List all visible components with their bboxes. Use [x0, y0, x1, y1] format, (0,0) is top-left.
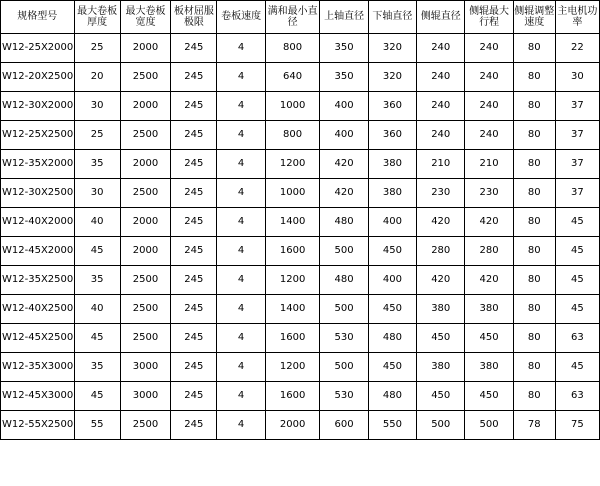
cell-side-roll-diameter: 380 [417, 353, 465, 382]
cell-lower-roll-diameter: 380 [368, 150, 416, 179]
cell-model: W12-40X2000 [1, 208, 75, 237]
cell-side-roll-max-stroke: 240 [465, 92, 513, 121]
cell-model: W12-25X2500 [1, 121, 75, 150]
cell-side-roll-diameter: 240 [417, 63, 465, 92]
cell-side-roll-max-stroke: 240 [465, 34, 513, 63]
cell-rolling-speed: 4 [217, 92, 265, 121]
cell-lower-roll-diameter: 360 [368, 121, 416, 150]
cell-side-roll-diameter: 240 [417, 34, 465, 63]
cell-min-diameter: 1400 [265, 295, 320, 324]
cell-main-motor-power: 45 [555, 353, 599, 382]
cell-yield-limit: 245 [171, 34, 217, 63]
cell-upper-roll-diameter: 480 [320, 208, 368, 237]
cell-yield-limit: 245 [171, 179, 217, 208]
column-header-min-diameter: 满和最小直径 [265, 1, 320, 34]
cell-max-plate-thickness: 35 [74, 353, 120, 382]
cell-yield-limit: 245 [171, 411, 217, 440]
cell-yield-limit: 245 [171, 121, 217, 150]
cell-side-roll-adjust-speed: 80 [513, 353, 555, 382]
cell-lower-roll-diameter: 450 [368, 353, 416, 382]
cell-side-roll-diameter: 230 [417, 179, 465, 208]
cell-side-roll-diameter: 500 [417, 411, 465, 440]
column-header-max-plate-width: 最大卷板宽度 [120, 1, 170, 34]
cell-max-plate-thickness: 40 [74, 208, 120, 237]
column-header-yield-limit: 板材屈服极限 [171, 1, 217, 34]
table-row [1, 382, 600, 411]
cell-yield-limit: 245 [171, 382, 217, 411]
cell-rolling-speed: 4 [217, 150, 265, 179]
cell-main-motor-power: 45 [555, 266, 599, 295]
cell-upper-roll-diameter: 480 [320, 266, 368, 295]
cell-yield-limit: 245 [171, 208, 217, 237]
cell-min-diameter: 1600 [265, 324, 320, 353]
cell-rolling-speed: 4 [217, 237, 265, 266]
cell-main-motor-power: 30 [555, 63, 599, 92]
cell-main-motor-power: 37 [555, 92, 599, 121]
cell-upper-roll-diameter: 600 [320, 411, 368, 440]
cell-model: W12-20X2500 [1, 63, 75, 92]
table-row [1, 295, 600, 324]
cell-min-diameter: 2000 [265, 411, 320, 440]
cell-max-plate-thickness: 55 [74, 411, 120, 440]
cell-upper-roll-diameter: 350 [320, 34, 368, 63]
cell-model: W12-40X2500 [1, 295, 75, 324]
cell-side-roll-adjust-speed: 80 [513, 34, 555, 63]
cell-side-roll-diameter: 280 [417, 237, 465, 266]
cell-lower-roll-diameter: 480 [368, 382, 416, 411]
cell-main-motor-power: 63 [555, 382, 599, 411]
cell-min-diameter: 800 [265, 121, 320, 150]
cell-rolling-speed: 4 [217, 382, 265, 411]
cell-model: W12-45X3000 [1, 382, 75, 411]
table-body [1, 34, 600, 440]
cell-max-plate-thickness: 20 [74, 63, 120, 92]
cell-main-motor-power: 45 [555, 208, 599, 237]
column-header-model: 规格型号 [1, 1, 75, 34]
cell-side-roll-adjust-speed: 80 [513, 179, 555, 208]
cell-side-roll-adjust-speed: 80 [513, 324, 555, 353]
cell-side-roll-adjust-speed: 80 [513, 237, 555, 266]
cell-rolling-speed: 4 [217, 295, 265, 324]
cell-yield-limit: 245 [171, 324, 217, 353]
cell-model: W12-35X2500 [1, 266, 75, 295]
cell-max-plate-thickness: 35 [74, 266, 120, 295]
cell-lower-roll-diameter: 360 [368, 92, 416, 121]
column-header-side-roll-adjust-speed: 侧辊调整速度 [513, 1, 555, 34]
cell-side-roll-diameter: 420 [417, 266, 465, 295]
cell-max-plate-width: 2500 [120, 121, 170, 150]
cell-side-roll-adjust-speed: 80 [513, 121, 555, 150]
cell-rolling-speed: 4 [217, 266, 265, 295]
cell-side-roll-max-stroke: 450 [465, 382, 513, 411]
cell-side-roll-diameter: 420 [417, 208, 465, 237]
cell-min-diameter: 1600 [265, 237, 320, 266]
cell-rolling-speed: 4 [217, 63, 265, 92]
cell-yield-limit: 245 [171, 92, 217, 121]
cell-max-plate-thickness: 40 [74, 295, 120, 324]
table-row [1, 63, 600, 92]
cell-side-roll-max-stroke: 230 [465, 179, 513, 208]
cell-min-diameter: 800 [265, 34, 320, 63]
cell-min-diameter: 1000 [265, 179, 320, 208]
cell-main-motor-power: 45 [555, 295, 599, 324]
table-row [1, 121, 600, 150]
cell-min-diameter: 1000 [265, 92, 320, 121]
cell-side-roll-diameter: 240 [417, 121, 465, 150]
cell-rolling-speed: 4 [217, 324, 265, 353]
cell-max-plate-width: 2500 [120, 295, 170, 324]
table-row [1, 237, 600, 266]
cell-max-plate-thickness: 45 [74, 382, 120, 411]
cell-side-roll-max-stroke: 240 [465, 63, 513, 92]
cell-side-roll-adjust-speed: 78 [513, 411, 555, 440]
cell-lower-roll-diameter: 320 [368, 34, 416, 63]
cell-main-motor-power: 75 [555, 411, 599, 440]
cell-yield-limit: 245 [171, 63, 217, 92]
cell-side-roll-max-stroke: 240 [465, 121, 513, 150]
cell-yield-limit: 245 [171, 266, 217, 295]
cell-side-roll-diameter: 210 [417, 150, 465, 179]
cell-yield-limit: 245 [171, 237, 217, 266]
cell-main-motor-power: 63 [555, 324, 599, 353]
column-header-lower-roll-diameter: 下轴直径 [368, 1, 416, 34]
cell-yield-limit: 245 [171, 150, 217, 179]
cell-rolling-speed: 4 [217, 121, 265, 150]
column-header-rolling-speed: 卷板速度 [217, 1, 265, 34]
column-header-side-roll-max-stroke: 侧辊最大行程 [465, 1, 513, 34]
cell-lower-roll-diameter: 550 [368, 411, 416, 440]
cell-side-roll-adjust-speed: 80 [513, 295, 555, 324]
cell-max-plate-thickness: 25 [74, 34, 120, 63]
cell-model: W12-55X2500 [1, 411, 75, 440]
cell-max-plate-width: 2500 [120, 266, 170, 295]
cell-main-motor-power: 37 [555, 150, 599, 179]
cell-upper-roll-diameter: 420 [320, 179, 368, 208]
cell-lower-roll-diameter: 450 [368, 237, 416, 266]
cell-min-diameter: 1400 [265, 208, 320, 237]
table-row [1, 324, 600, 353]
cell-upper-roll-diameter: 500 [320, 295, 368, 324]
cell-max-plate-width: 2000 [120, 237, 170, 266]
cell-side-roll-adjust-speed: 80 [513, 208, 555, 237]
cell-max-plate-width: 2000 [120, 208, 170, 237]
cell-rolling-speed: 4 [217, 353, 265, 382]
cell-side-roll-adjust-speed: 80 [513, 266, 555, 295]
cell-side-roll-adjust-speed: 80 [513, 92, 555, 121]
cell-upper-roll-diameter: 530 [320, 324, 368, 353]
table-row [1, 150, 600, 179]
cell-side-roll-max-stroke: 450 [465, 324, 513, 353]
column-header-upper-roll-diameter: 上轴直径 [320, 1, 368, 34]
cell-upper-roll-diameter: 530 [320, 382, 368, 411]
cell-max-plate-width: 2000 [120, 34, 170, 63]
cell-yield-limit: 245 [171, 295, 217, 324]
cell-side-roll-max-stroke: 500 [465, 411, 513, 440]
cell-upper-roll-diameter: 500 [320, 237, 368, 266]
cell-min-diameter: 640 [265, 63, 320, 92]
cell-rolling-speed: 4 [217, 34, 265, 63]
cell-lower-roll-diameter: 320 [368, 63, 416, 92]
table-row [1, 266, 600, 295]
cell-min-diameter: 1200 [265, 150, 320, 179]
cell-lower-roll-diameter: 450 [368, 295, 416, 324]
cell-min-diameter: 1600 [265, 382, 320, 411]
table-row [1, 92, 600, 121]
cell-yield-limit: 245 [171, 353, 217, 382]
cell-main-motor-power: 45 [555, 237, 599, 266]
cell-max-plate-thickness: 30 [74, 179, 120, 208]
cell-rolling-speed: 4 [217, 179, 265, 208]
column-header-main-motor-power: 主电机功率 [555, 1, 599, 34]
table-row [1, 179, 600, 208]
table-row [1, 208, 600, 237]
cell-upper-roll-diameter: 350 [320, 63, 368, 92]
cell-max-plate-width: 2000 [120, 92, 170, 121]
cell-side-roll-adjust-speed: 80 [513, 63, 555, 92]
cell-rolling-speed: 4 [217, 208, 265, 237]
cell-max-plate-thickness: 45 [74, 237, 120, 266]
cell-lower-roll-diameter: 400 [368, 266, 416, 295]
cell-max-plate-width: 2500 [120, 324, 170, 353]
cell-side-roll-max-stroke: 210 [465, 150, 513, 179]
cell-upper-roll-diameter: 400 [320, 92, 368, 121]
cell-side-roll-max-stroke: 280 [465, 237, 513, 266]
cell-model: W12-45X2500 [1, 324, 75, 353]
cell-side-roll-diameter: 450 [417, 382, 465, 411]
cell-main-motor-power: 37 [555, 179, 599, 208]
cell-max-plate-width: 2500 [120, 179, 170, 208]
cell-model: W12-35X2000 [1, 150, 75, 179]
cell-model: W12-45X2000 [1, 237, 75, 266]
cell-model: W12-30X2500 [1, 179, 75, 208]
cell-min-diameter: 1200 [265, 266, 320, 295]
cell-model: W12-35X3000 [1, 353, 75, 382]
cell-side-roll-adjust-speed: 80 [513, 150, 555, 179]
column-header-side-roll-diameter: 侧辊直径 [417, 1, 465, 34]
cell-side-roll-diameter: 240 [417, 92, 465, 121]
column-header-max-plate-thickness: 最大卷板厚度 [74, 1, 120, 34]
cell-max-plate-width: 2000 [120, 150, 170, 179]
cell-min-diameter: 1200 [265, 353, 320, 382]
table-header-row [1, 1, 600, 34]
cell-main-motor-power: 37 [555, 121, 599, 150]
cell-upper-roll-diameter: 420 [320, 150, 368, 179]
cell-side-roll-max-stroke: 380 [465, 353, 513, 382]
cell-side-roll-max-stroke: 380 [465, 295, 513, 324]
cell-upper-roll-diameter: 500 [320, 353, 368, 382]
cell-model: W12-30X2000 [1, 92, 75, 121]
cell-lower-roll-diameter: 400 [368, 208, 416, 237]
cell-max-plate-width: 3000 [120, 382, 170, 411]
cell-lower-roll-diameter: 380 [368, 179, 416, 208]
cell-max-plate-width: 2500 [120, 411, 170, 440]
cell-max-plate-width: 3000 [120, 353, 170, 382]
cell-side-roll-adjust-speed: 80 [513, 382, 555, 411]
cell-max-plate-thickness: 25 [74, 121, 120, 150]
cell-main-motor-power: 22 [555, 34, 599, 63]
cell-side-roll-diameter: 450 [417, 324, 465, 353]
table-row [1, 34, 600, 63]
cell-max-plate-thickness: 45 [74, 324, 120, 353]
cell-side-roll-diameter: 380 [417, 295, 465, 324]
cell-max-plate-thickness: 30 [74, 92, 120, 121]
cell-side-roll-max-stroke: 420 [465, 208, 513, 237]
cell-max-plate-thickness: 35 [74, 150, 120, 179]
table-row [1, 411, 600, 440]
cell-rolling-speed: 4 [217, 411, 265, 440]
cell-side-roll-max-stroke: 420 [465, 266, 513, 295]
table-row [1, 353, 600, 382]
cell-upper-roll-diameter: 400 [320, 121, 368, 150]
cell-lower-roll-diameter: 480 [368, 324, 416, 353]
cell-model: W12-25X2000 [1, 34, 75, 63]
cell-max-plate-width: 2500 [120, 63, 170, 92]
